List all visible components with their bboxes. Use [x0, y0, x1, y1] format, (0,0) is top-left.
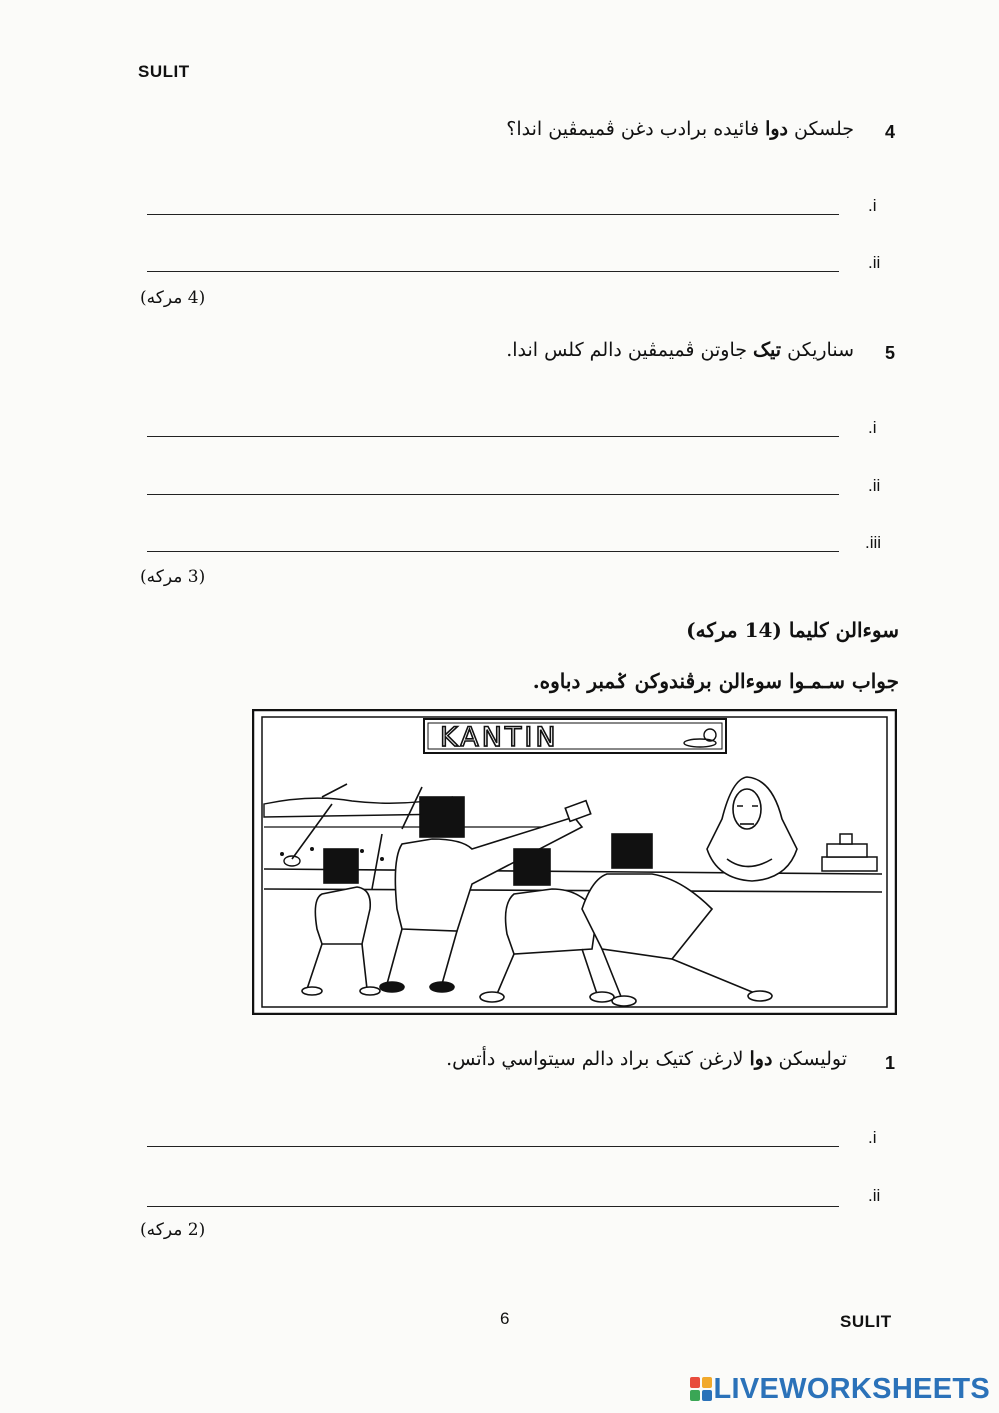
q5-marks: (3 مرکه) [140, 567, 206, 587]
q4-text-bold: دوا [765, 118, 788, 140]
q4-number: 4 [885, 122, 896, 142]
q4-text [506, 118, 854, 140]
canteen-picture [252, 709, 897, 1015]
section-instruction: جواب سـمـوا سوءالن برڤندوکن ݢمبر دباوه. [532, 669, 899, 693]
q4-answer-line-ii[interactable] [147, 271, 839, 272]
q4-item-ii-label: .ii [868, 253, 881, 272]
q1-answer-line-i[interactable] [147, 1146, 839, 1147]
q5-answer-line-iii[interactable] [147, 551, 839, 552]
q4-text-after: فائيده برادب دغن ڤميمڤين اندا؟ [506, 118, 760, 140]
q5-text-after: جاوتن ڤميمڤين دالم کلس اندا. [506, 339, 747, 361]
canteen-scene-illustration [252, 709, 897, 1015]
q1-text-before: توليسکن [778, 1048, 847, 1070]
q5-item-i-label: .i [868, 418, 877, 437]
q1-answer-line-ii[interactable] [147, 1206, 839, 1207]
q1-number: 1 [885, 1053, 896, 1073]
q4-marks: (4 مرکه) [140, 288, 206, 308]
q1-item-ii-label: .ii [868, 1186, 881, 1205]
q5-item-iii-label: .iii [865, 533, 882, 552]
q1-text-bold: دوا [749, 1048, 773, 1070]
q1-text-after: لارغن کتيک براد دالم سيتواسي دأتس. [446, 1048, 744, 1070]
q4-item-i-label: .i [868, 196, 877, 215]
q5-text-before: سناريکن [787, 339, 854, 361]
liveworksheets-logo-text: LIVEWORKSHEETS [713, 1372, 990, 1405]
q5-number: 5 [885, 343, 896, 363]
q5-text-bold: تيک [753, 339, 782, 361]
q5-item-ii-label: .ii [868, 476, 881, 495]
kantin-sign [424, 719, 726, 753]
q1-text [446, 1048, 847, 1070]
liveworksheets-logo-icon [690, 1377, 712, 1401]
footer-sulit-label: SULIT [840, 1312, 892, 1331]
q1-marks: (2 مرکه) [140, 1220, 206, 1240]
kantin-sign-text: KANTIN [440, 722, 559, 753]
q4-answer-line-i[interactable] [147, 214, 839, 215]
page-number: 6 [500, 1309, 510, 1328]
q5-answer-line-ii[interactable] [147, 494, 839, 495]
liveworksheets-logo[interactable] [690, 1372, 990, 1406]
q5-text [506, 339, 854, 361]
q5-answer-line-i[interactable] [147, 436, 839, 437]
q4-text-before: جلسكن [794, 118, 854, 140]
q1-item-i-label: .i [868, 1128, 877, 1147]
header-sulit-label: SULIT [138, 62, 190, 81]
section-title: سوءالن کليما (14 مرکه) [686, 618, 899, 642]
